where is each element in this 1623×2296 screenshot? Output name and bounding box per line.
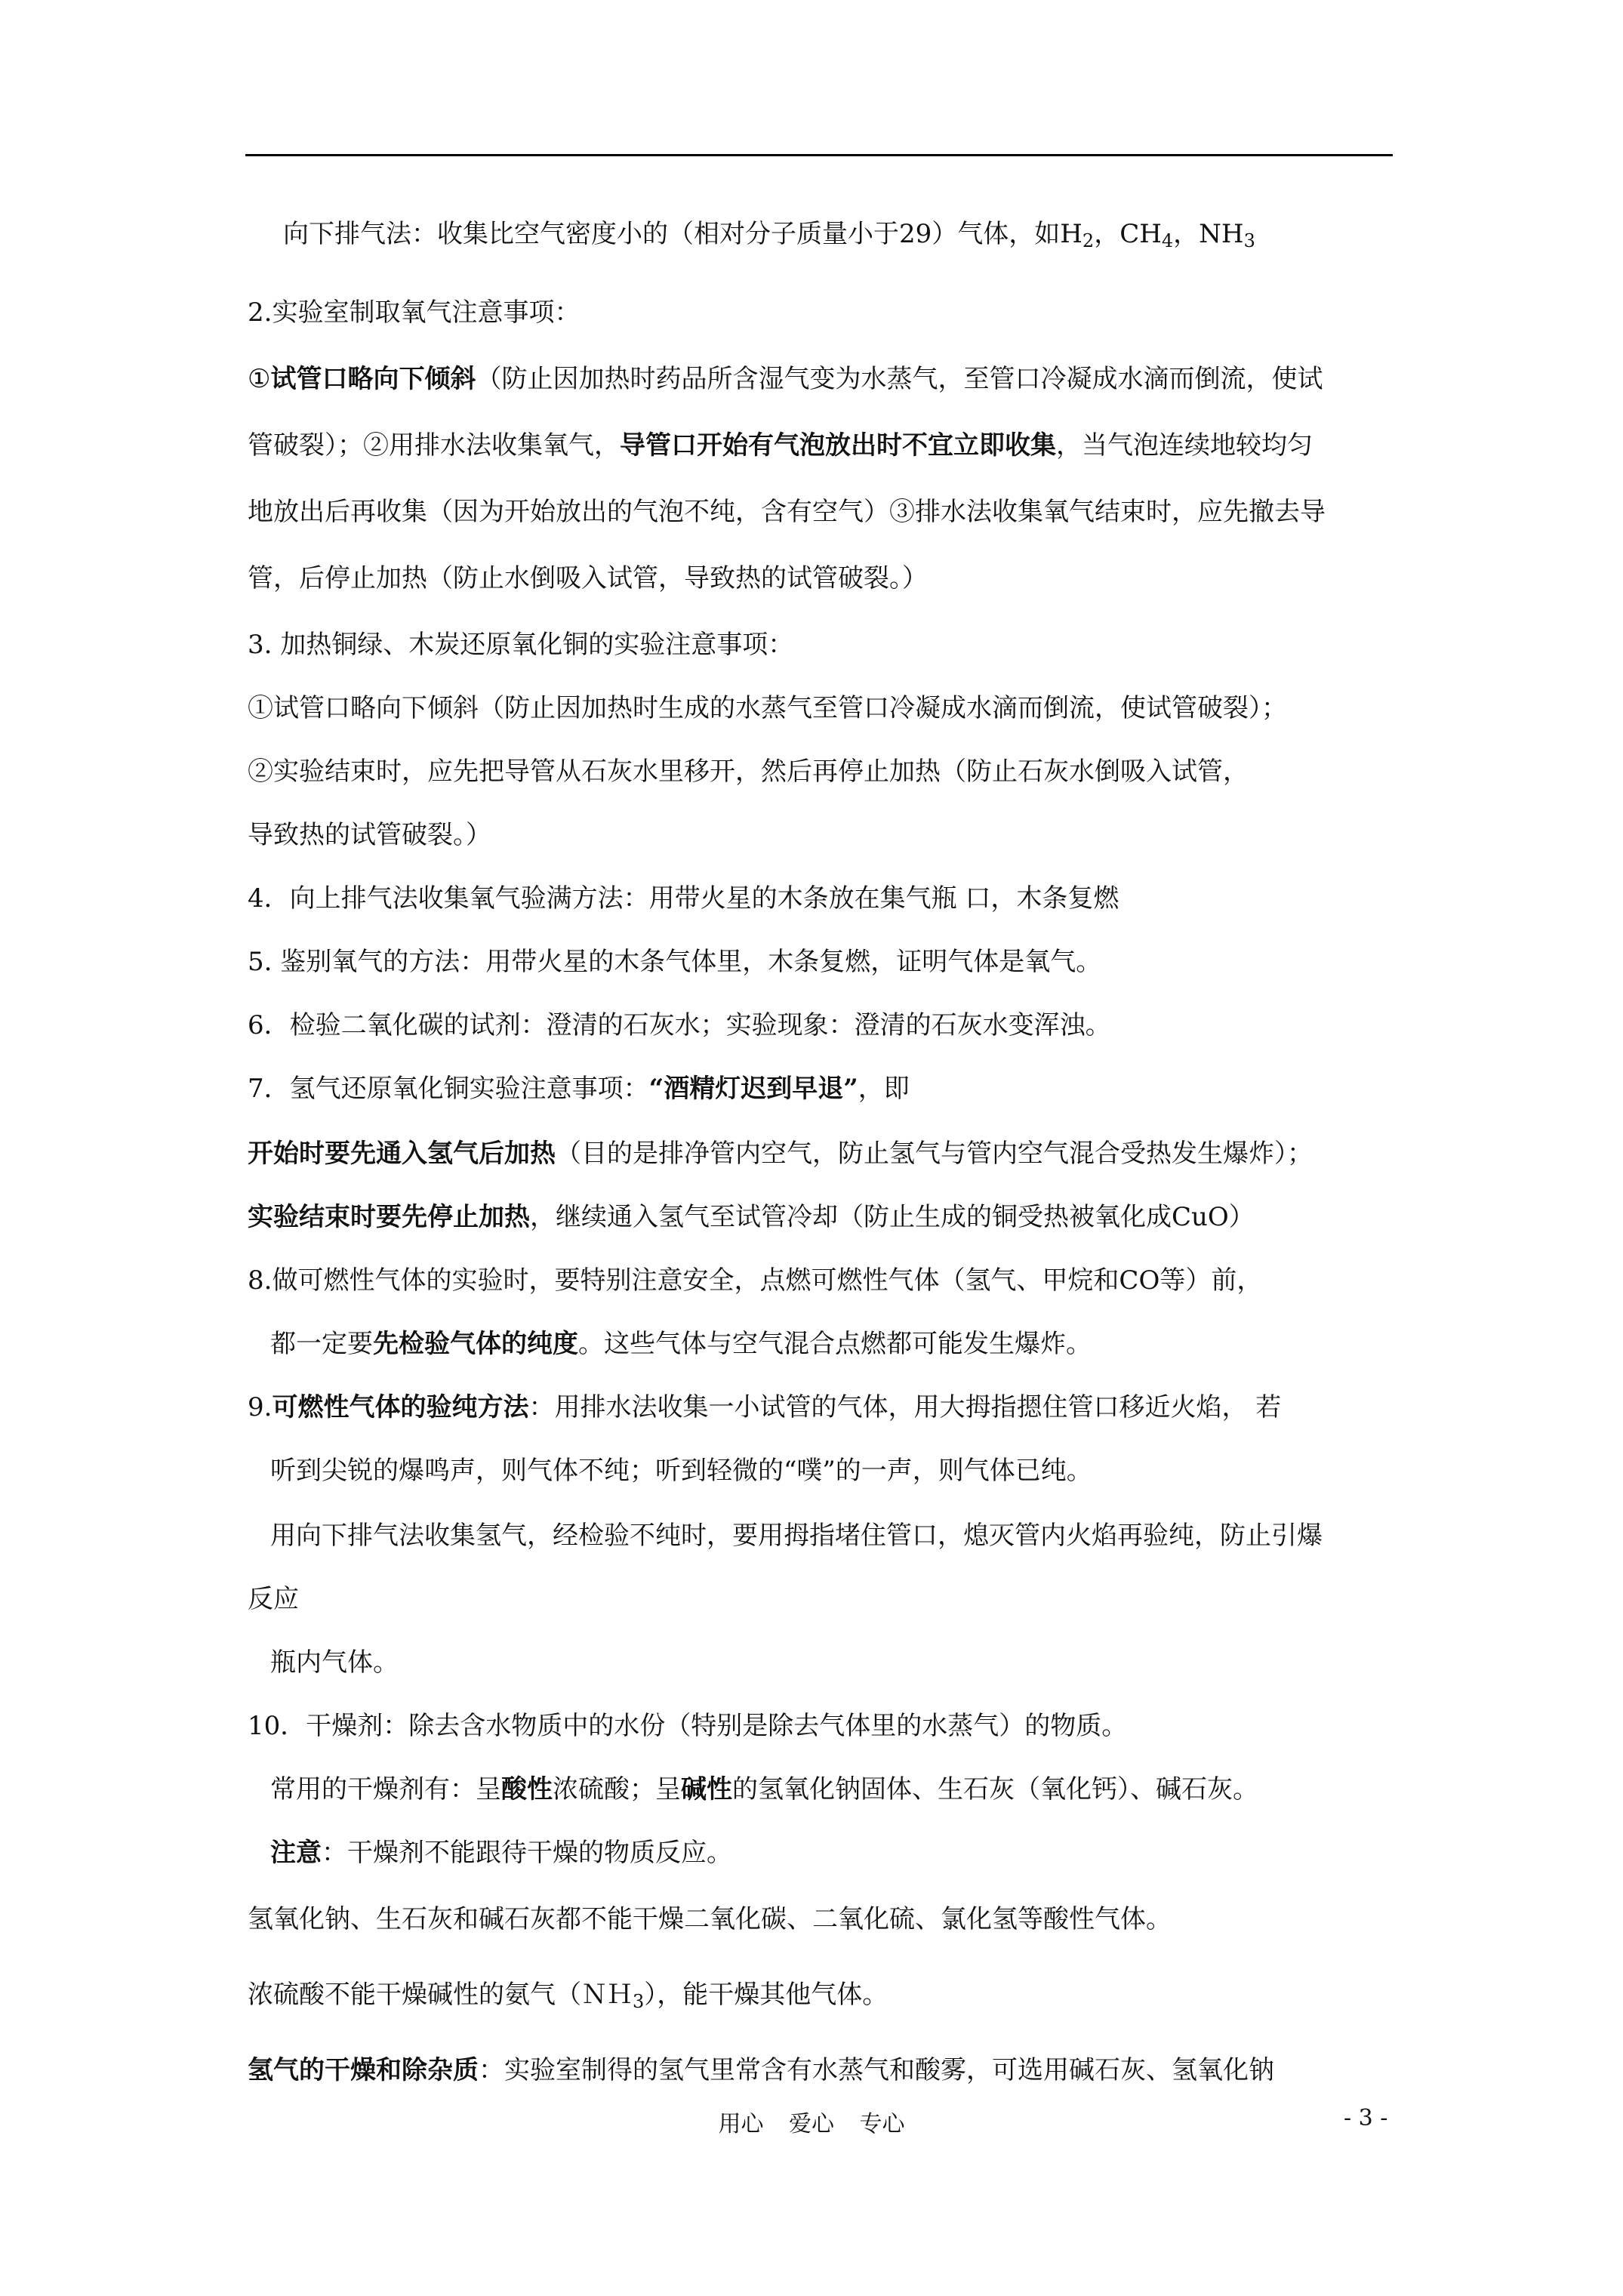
text-line xyxy=(248,1709,1127,1743)
emphasis-text: 开始时要先通入氢气后加热 xyxy=(248,1139,556,1169)
text-line xyxy=(248,562,928,595)
text-segment: 常用的干燥剂有：呈 xyxy=(270,1774,501,1804)
text-line xyxy=(248,1978,888,2018)
subscript: 3 xyxy=(633,1991,645,2012)
emphasis-text: “酒精灯迟到早退” xyxy=(648,1074,858,1104)
text-segment: ，继续通入氢气至试管冷却（防止生成的铜受热被氧化成CuO） xyxy=(530,1202,1255,1232)
text-line xyxy=(248,296,580,329)
text-segment: 4．向上排气法收集氧气验满方法：用带火星的木条放在集气瓶 口，木条复燃 xyxy=(248,883,1119,914)
text-segment: 9. xyxy=(248,1392,273,1422)
text-segment: 3. 加热铜绿、木炭还原氧化铜的实验注意事项： xyxy=(248,630,794,660)
emphasis-text: 可燃性气体的验纯方法 xyxy=(272,1392,529,1422)
text-line xyxy=(248,818,491,852)
text-line xyxy=(248,1072,910,1105)
text-segment: 导致热的试管破裂。） xyxy=(248,820,491,850)
text-line xyxy=(248,755,1249,788)
text-line xyxy=(283,217,1255,257)
text-segment: 。这些气体与空气混合点燃都可能发生爆炸。 xyxy=(578,1329,1092,1359)
text-line xyxy=(248,1009,1111,1042)
text-segment: 7．氢气还原氧化铜实验注意事项： xyxy=(248,1074,649,1104)
text-segment: 2.实验室制取氧气注意事项： xyxy=(248,297,581,328)
emphasis-text: 酸性 xyxy=(501,1774,553,1804)
text-segment: ，当气泡连续地较均匀 xyxy=(1056,430,1313,461)
text-line xyxy=(270,1454,1092,1487)
text-segment: 听到尖锐的爆鸣声，则气体不纯；听到轻微的“噗”的一声，则气体已纯。 xyxy=(270,1456,1092,1486)
footer-motto: 用心 爱心 专心 xyxy=(718,2111,905,2137)
text-line xyxy=(248,1391,1281,1424)
text-segment: （防止因加热时药品所含湿气变为水蒸气，至管口冷凝成水滴而倒流，使试 xyxy=(476,364,1323,394)
text-line xyxy=(248,1137,1313,1170)
emphasis-text: 导管口开始有气泡放出时不宜立即收集 xyxy=(620,430,1056,461)
subscript: 3 xyxy=(1243,230,1255,251)
text-segment: ②实验结束时，应先把导管从石灰水里移开，然后再停止加热（防止石灰水倒吸入试管， xyxy=(248,757,1249,787)
text-line xyxy=(248,692,1287,725)
emphasis-text: 碱性 xyxy=(681,1774,732,1804)
text-segment: 都一定要 xyxy=(270,1329,373,1359)
text-segment: 10．干燥剂：除去含水物质中的水份（特别是除去气体里的水蒸气）的物质。 xyxy=(248,1711,1128,1741)
text-segment: 用向下排气法收集氢气，经检验不纯时，要用拇指堵住管口，熄灭管内火焰再验纯，防止引爆 xyxy=(270,1521,1323,1551)
text-segment: 5. 鉴别氧气的方法：用带火星的木条气体里，木条复燃，证明气体是氧气。 xyxy=(248,947,1102,977)
text-segment: （目的是排净管内空气，防止氢气与管内空气混合受热发生爆炸）； xyxy=(556,1139,1313,1169)
text-line xyxy=(270,1646,399,1679)
text-segment: 浓硫酸不能干燥碱性的氨气（ＮＨ xyxy=(248,1980,633,2010)
text-line xyxy=(270,1773,1258,1806)
text-segment: 的氢氧化钠固体、生石灰（氧化钙）、碱石灰。 xyxy=(732,1774,1258,1804)
text-line xyxy=(270,1327,1092,1361)
text-line xyxy=(248,495,1326,529)
page-number: - 3 - xyxy=(1344,2105,1388,2131)
text-segment: 地放出后再收集（因为开始放出的气泡不纯，含有空气）③排水法收集氧气结束时，应先撤去导 xyxy=(248,497,1326,527)
text-line xyxy=(248,2054,1274,2087)
emphasis-text: 氢气的干燥和除杂质 xyxy=(248,2055,479,2085)
text-segment: ），能干燥其他气体。 xyxy=(644,1980,888,2010)
subscript: 4 xyxy=(1161,230,1174,251)
emphasis-text: 试管口略向下倾斜 xyxy=(270,364,476,394)
emphasis-text: 实验结束时要先停止加热 xyxy=(248,1202,530,1232)
text-line xyxy=(248,1903,1172,1936)
text-line xyxy=(248,362,1323,396)
text-segment: 反应 xyxy=(248,1584,299,1614)
text-segment: ：用排水法收集一小试管的气体，用大拇指摁住管口移近火焰， 若 xyxy=(528,1392,1282,1422)
text-line xyxy=(248,1264,1262,1297)
text-line xyxy=(248,1583,299,1616)
text-segment: 浓硫酸；呈 xyxy=(553,1774,681,1804)
text-segment: 氢氧化钠、生石灰和碱石灰都不能干燥二氧化碳、二氧化硫、氯化氢等酸性气体。 xyxy=(248,1904,1172,1934)
text-segment: ，即 xyxy=(858,1074,910,1104)
text-line xyxy=(248,1200,1255,1234)
text-segment: ①试管口略向下倾斜（防止因加热时生成的水蒸气至管口冷凝成水滴而倒流，使试管破裂）； xyxy=(248,693,1287,723)
emphasis-text: 先检验气体的纯度 xyxy=(373,1329,578,1359)
text-segment: ：实验室制得的氢气里常含有水蒸气和酸雾，可选用碱石灰、氢氧化钠 xyxy=(479,2055,1274,2085)
text-line xyxy=(270,1519,1323,1552)
text-segment: 8.做可燃性气体的实验时，要特别注意安全，点燃可燃性气体（氢气、甲烷和CO等）前， xyxy=(248,1265,1263,1296)
text-segment: 瓶内气体。 xyxy=(270,1647,399,1678)
text-segment: ，NH xyxy=(1173,219,1244,249)
text-line xyxy=(270,1836,732,1869)
text-line xyxy=(248,429,1313,462)
subscript: 2 xyxy=(1082,230,1095,251)
text-segment: ，CH xyxy=(1094,219,1162,249)
text-segment: 管破裂）；②用排水法收集氧气， xyxy=(248,430,620,461)
text-segment: 向下排气法：收集比空气密度小的（相对分子质量小于29）气体，如H xyxy=(283,219,1083,249)
text-line xyxy=(248,945,1101,978)
text-segment: ① xyxy=(248,364,271,394)
emphasis-text: 注意 xyxy=(270,1838,322,1868)
text-segment: 6．检验二氧化碳的试剂：澄清的石灰水；实验现象：澄清的石灰水变浑浊。 xyxy=(248,1010,1111,1040)
text-segment: ：干燥剂不能跟待干燥的物质反应。 xyxy=(322,1838,732,1868)
text-line xyxy=(248,882,1119,915)
header-rule xyxy=(245,154,1393,156)
text-line xyxy=(248,628,793,661)
text-segment: 管，后停止加热（防止水倒吸入试管，导致热的试管破裂。） xyxy=(248,563,928,593)
